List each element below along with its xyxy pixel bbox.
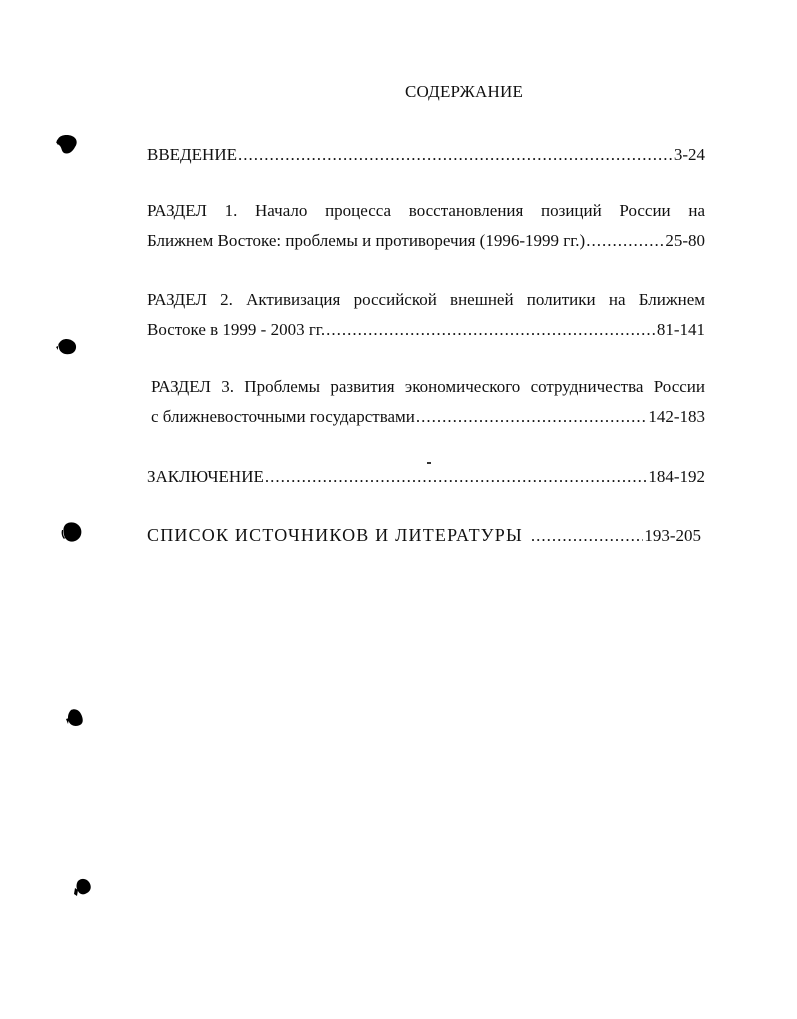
toc-line bbox=[151, 402, 705, 432]
page-title: СОДЕРЖАНИЕ bbox=[405, 82, 524, 101]
leader-dots bbox=[416, 402, 647, 432]
leader-dots bbox=[326, 315, 656, 345]
toc-page-range: 81-141 bbox=[656, 320, 705, 339]
binder-hole-blot bbox=[63, 706, 87, 730]
toc-entry-line-1: РАЗДЕЛ 1. Начало процесса восстановления позиций России на bbox=[147, 201, 705, 220]
toc-entry-section-3 bbox=[151, 372, 705, 432]
binder-hole-blot bbox=[55, 133, 79, 157]
toc-entry-title: ВВЕДЕНИЕ bbox=[147, 145, 237, 164]
binder-hole-blot bbox=[60, 520, 84, 544]
toc-entry-introduction bbox=[147, 140, 705, 170]
toc-line bbox=[147, 520, 701, 551]
toc-entry-section-2 bbox=[147, 285, 705, 345]
toc-page-range: 184-192 bbox=[648, 467, 705, 486]
toc-line bbox=[147, 226, 705, 256]
toc-entry-section-1 bbox=[147, 196, 705, 256]
toc-entry-bibliography bbox=[147, 520, 701, 551]
toc-entry-title: СПИСОК ИСТОЧНИКОВ И ЛИТЕРАТУРЫ bbox=[147, 525, 523, 545]
toc-entry-line-1: РАЗДЕЛ 3. Проблемы развития экономического сотрудничества России bbox=[151, 377, 705, 396]
toc-page-range: 142-183 bbox=[648, 407, 705, 426]
leader-dots bbox=[265, 462, 647, 492]
toc-page-range: 3-24 bbox=[673, 145, 705, 164]
toc-entry-line-2: с ближневосточными государствами bbox=[151, 407, 415, 426]
toc-line bbox=[147, 462, 705, 492]
binder-hole-blot bbox=[55, 335, 79, 359]
leader-dots bbox=[238, 140, 673, 170]
toc-entry-line-1: РАЗДЕЛ 2. Активизация российской внешней политики на Ближнем bbox=[147, 290, 705, 309]
toc-page-range: 193-205 bbox=[644, 526, 701, 545]
toc-page-range: 25-80 bbox=[665, 231, 705, 250]
toc-entry-title: ЗАКЛЮЧЕНИЕ bbox=[147, 467, 264, 486]
toc-line bbox=[147, 140, 705, 170]
leader-dots bbox=[531, 521, 643, 551]
binder-hole-blot bbox=[71, 876, 95, 900]
leader-dots bbox=[586, 226, 664, 256]
toc-entry-line-2: Ближнем Востоке: проблемы и противоречия (1996-1999 гг.) bbox=[147, 231, 586, 250]
toc-entry-line-2: Востоке в 1999 - 2003 гг. bbox=[147, 320, 326, 339]
toc-entry-conclusion bbox=[147, 462, 705, 492]
toc-line bbox=[147, 315, 705, 345]
